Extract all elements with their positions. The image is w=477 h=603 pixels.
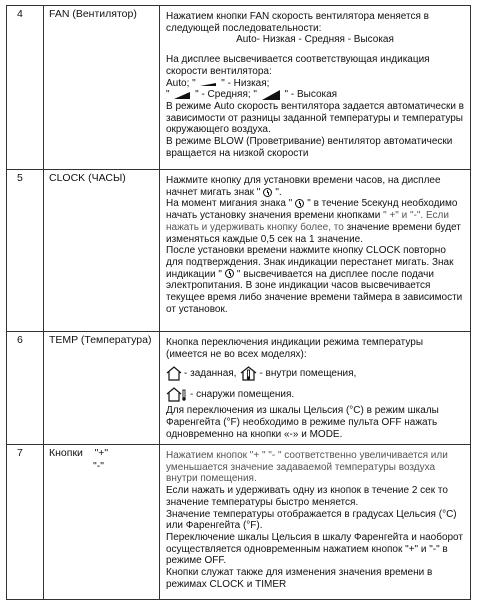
temp-icons-line-1: - заданная, - внутри помещения, [166,366,464,381]
row-number: 6 [7,332,44,445]
row-description [160,6,471,170]
outdoor-thermometer-icon [166,387,188,402]
indoor-thermometer-icon [240,366,257,381]
fan-sequence-text: Нажатием кнопки FAN скорость вентилятора меняется в следующей последовательности: [166,11,429,34]
temp-scale-text: Для переключения из шкалы Цельсия (°C) в режим шкалы Фаренгейта (°F) необходимо в режиме пульта OFF нажать одновременно на кнопки «-» и MODE. [166,405,439,440]
fan-low-icon [200,80,216,86]
house-icon [166,366,182,381]
fan-mid-high-line: " " - Средняя; " " - Высокая [166,89,338,101]
row-name: TEMP (Температура) [44,332,160,445]
fan-blow-text: В режиме BLOW (Проветривание) вентилятор автоматически вращается на низкой скорости [166,136,453,159]
fan-low-line: Auto; " " - Низкая; [166,77,270,89]
clock-set-text: Нажмите кнопку для установки времени часов, на дисплее начнет мигать знак " ". [166,175,441,198]
clock-blink-text: На момент мигания знака " " в течение 5секунд необходимо начать установку значения времени кнопками " +" и "-". Если нажать и удерживать кнопку более, то значение времени будет изменяться каждые 0,5 сек на 1 значение. [166,198,461,245]
temp-toggle-text: Кнопка переключения индикации режима температуры (имеется не во всех моделях): [166,337,424,360]
fan-display-text: На дисплее высвечивается соответствующая индикация скорости вентилятора: [166,54,430,77]
instructions-table [6,5,471,600]
plus-button-label: Кнопки "+" [49,447,109,459]
fan-auto-text: В режиме Auto скорость вентилятора задается автоматически в зависимости от разницы заданной температуры и температуры окружающего воздуха. [166,100,464,136]
row-number: 5 [7,170,44,332]
table-row-fan [7,6,471,170]
row-description [160,170,471,332]
fan-sequence-values: Auto- Низкая - Средняя - Высокая [236,34,394,46]
row-number: 4 [7,6,44,170]
row-name: FAN (Вентилятор) [44,6,160,170]
fan-medium-icon [174,91,190,99]
row-description [160,332,471,445]
buttons-adjust-text: Нажатием кнопок "+ " "- " соответственно увеличивается или уменьшается значение задаваемой температуры воздуха внутри помещения. [166,450,448,485]
row-number: 7 [7,445,44,600]
buttons-units-text: Значение температуры отображается в градусах Цельсия (°C) или Фаренгейта (°F). [166,508,457,532]
table-row-buttons [7,445,471,600]
clock-icon [225,269,234,278]
minus-button-label: "-" [93,460,104,472]
table-row-temp [7,332,471,445]
buttons-hold-text: Если нажать и удерживать одну из кнопок в течение 2 сек то значение температуры быстро меняется. [166,485,448,508]
table-row-clock [7,170,471,332]
clock-confirm-text: После установки времени нажмите кнопку CLOCK повторно для подтверждения. Знак индикации перестанет мигать. Знак индикации " " высвечивается на дисплее после подачи электропитания. В зоне индикации часов высвечивается текущее время либо значение времени таймера в зависимости от установок. [166,245,463,315]
clock-icon [263,188,272,197]
buttons-time-text: Кнопки служат также для изменения значения времени в режимах CLOCK и TIMER [166,567,433,590]
buttons-scale-text: Переключение шкалы Цельсия в шкалу Фаренгейта и наоборот осуществляется одновременным нажатием кнопок "+" и "-" в режиме OFF. [166,531,463,567]
clock-icon [295,199,304,208]
fan-high-icon [262,90,280,100]
row-description [160,445,471,600]
row-name: CLOCK (ЧАСЫ) [44,170,160,332]
row-name [44,445,160,600]
temp-icons-line-2: - снаружи помещения. [166,387,464,402]
